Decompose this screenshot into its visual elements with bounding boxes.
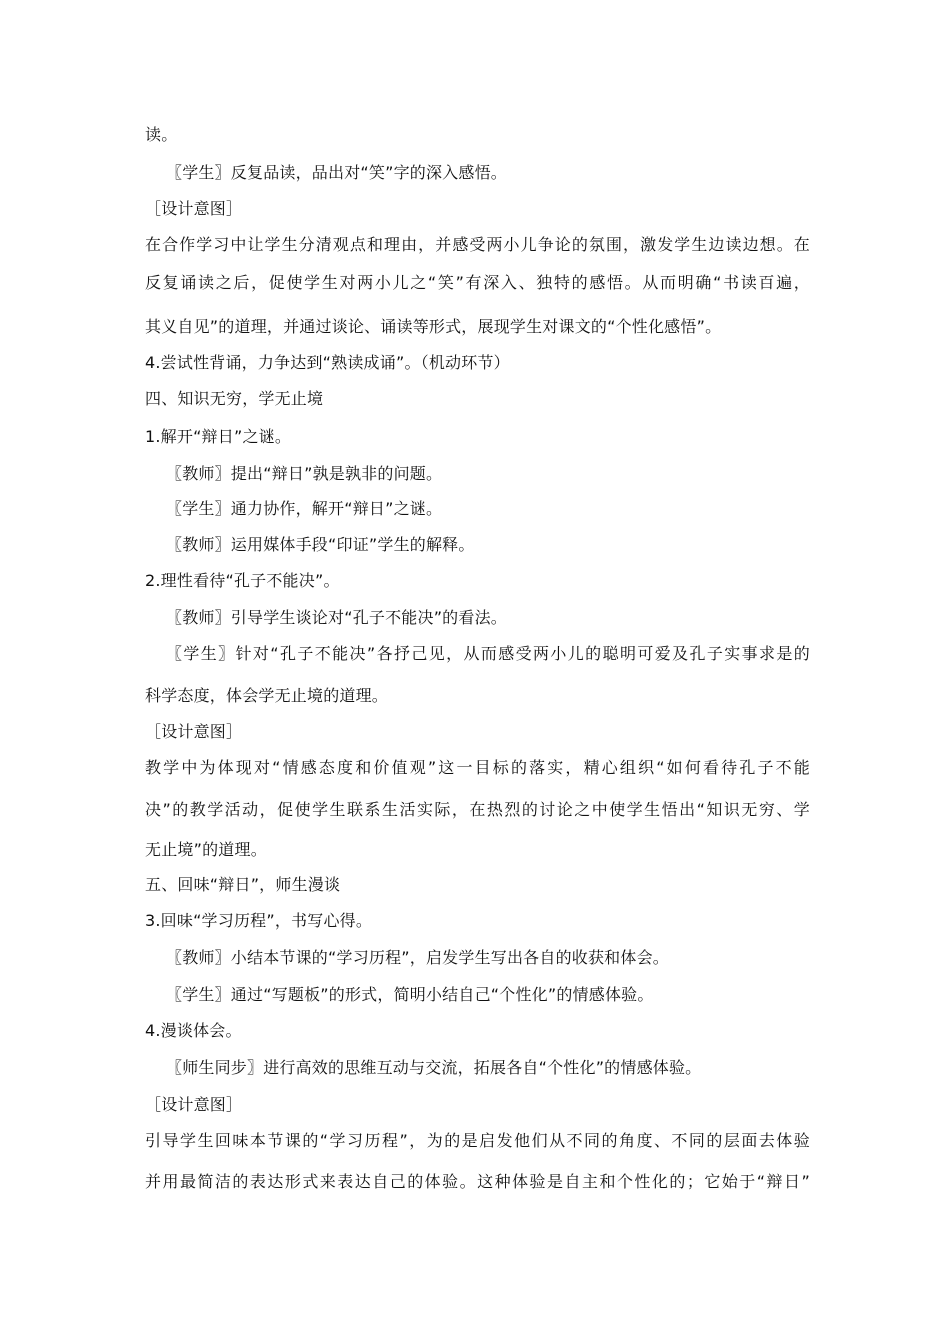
student-activity-line: 〖学生〗通过“写题板”的形式，简明小结自己“个性化”的情感体验。 [166,985,654,1004]
numbered-item: 3.回味“学习历程”，书写心得。 [145,911,373,930]
section-heading: 四、知识无穷，学无止境 [145,389,324,408]
teacher-student-activity-line: 〖师生同步〗进行高效的思维互动与交流，拓展各自“个性化”的情感体验。 [166,1058,702,1077]
paragraph-line: 并用最简洁的表达形式来表达自己的体验。这种体验是自主和个性化的；它始于“辩日” [145,1172,810,1191]
student-activity-line: 〖学生〗通力协作，解开“辩日”之谜。 [166,499,443,518]
numbered-item: 4.漫谈体会。 [145,1021,242,1040]
paragraph-line: 在合作学习中让学生分清观点和理由，并感受两小儿争论的氛围，激发学生边读边想。在 [145,235,810,254]
numbered-item: 4.尝试性背诵，力争达到“熟读成诵”。（机动环节） [145,353,510,372]
teacher-activity-line: 〖教师〗引导学生谈论对“孔子不能决”的看法。 [166,608,507,627]
paragraph-line: 其义自见”的道理，并通过谈论、诵读等形式，展现学生对课文的“个性化感悟”。 [145,317,722,336]
teacher-activity-line: 〖教师〗提出“辩日”孰是孰非的问题。 [166,464,443,483]
student-activity-line: 〖学生〗针对“孔子不能决”各抒己见，从而感受两小儿的聪明可爱及孔子实事求是的 [166,644,810,663]
teacher-activity-line: 〖教师〗运用媒体手段“印证”学生的解释。 [166,535,475,554]
paragraph-line: 决”的教学活动，促使学生联系生活实际，在热烈的讨论之中使学生悟出“知识无穷、学 [145,800,810,819]
design-intent-heading: ［设计意图］ [145,1095,243,1114]
numbered-item: 1.解开“辩日”之谜。 [145,427,292,446]
teacher-activity-line: 〖教师〗小结本节课的“学习历程”，启发学生写出各自的收获和体会。 [166,948,669,967]
section-heading: 五、回味“辩日”，师生漫谈 [145,875,341,894]
design-intent-heading: ［设计意图］ [145,199,243,218]
design-intent-heading: ［设计意图］ [145,722,243,741]
paragraph-line: 教学中为体现对“情感态度和价值观”这一目标的落实，精心组织“如何看待孔子不能 [145,758,810,777]
student-activity-line: 〖学生〗反复品读，品出对“笑”字的深入感悟。 [166,163,507,182]
numbered-item: 2.理性看待“孔子不能决”。 [145,571,340,590]
paragraph-line: 引导学生回味本节课的“学习历程”，为的是启发他们从不同的角度、不同的层面去体验 [145,1131,810,1150]
paragraph-line: 科学态度，体会学无止境的道理。 [145,686,389,705]
paragraph-line: 读。 [145,125,178,144]
paragraph-line: 反复诵读之后，促使学生对两小儿之“笑”有深入、独特的感悟。从而明确“书读百遍， [145,273,810,292]
paragraph-line: 无止境”的道理。 [145,840,267,859]
